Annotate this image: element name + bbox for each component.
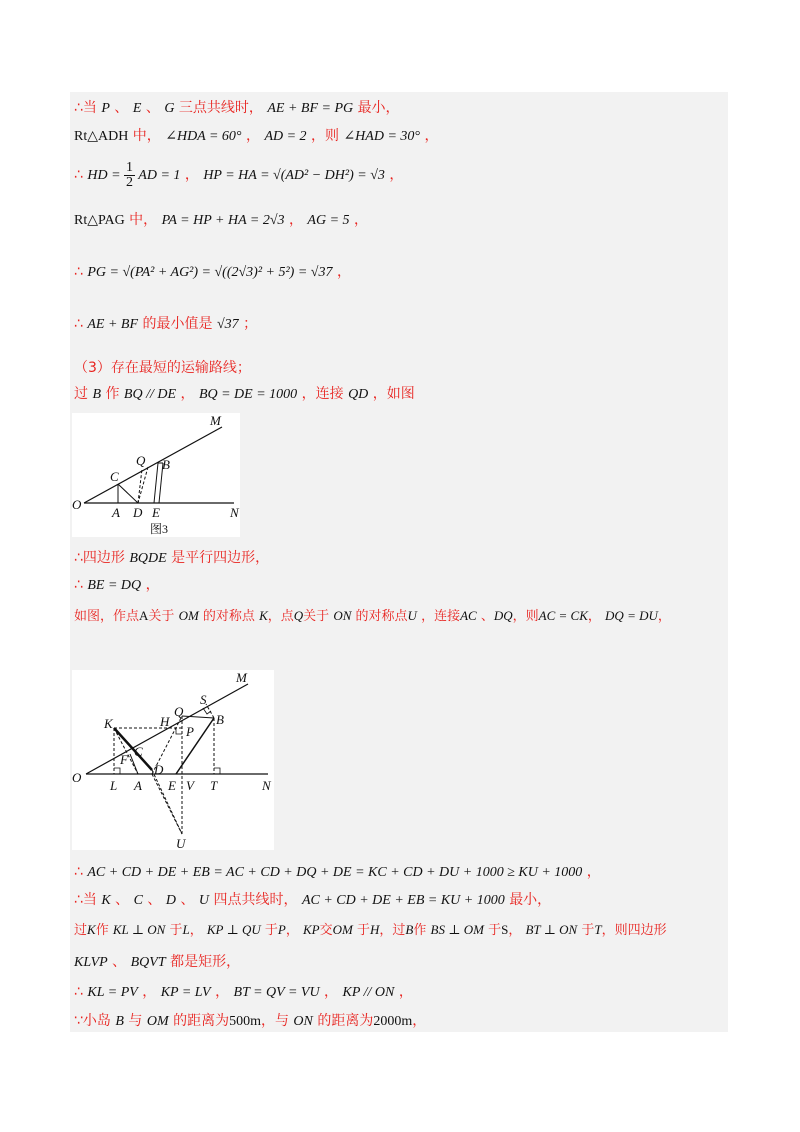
label-E: E (152, 505, 160, 520)
text: 是平行四边形， (171, 550, 270, 566)
line-7 (74, 358, 251, 378)
figure-3-drawing (72, 413, 240, 537)
label-S: S (200, 692, 207, 707)
math: B (405, 922, 414, 937)
math: ON (333, 608, 352, 623)
line-3 (74, 160, 403, 191)
text: 于 (488, 923, 502, 938)
text: 最小， (509, 892, 552, 908)
text: 的距离为 (173, 1013, 230, 1029)
label-C: C (110, 469, 119, 484)
math: PA = HP + HA = 2√3 (161, 213, 285, 228)
math: DQ (493, 608, 513, 623)
label-A: A (112, 505, 120, 520)
line-13 (74, 890, 551, 911)
text: ∴ (74, 864, 83, 880)
text: 关于 (303, 609, 330, 624)
text: ， (587, 609, 601, 624)
math: KP // ON (342, 985, 395, 1000)
text: ， (657, 609, 671, 624)
label-B: B (162, 457, 170, 472)
label-B: B (216, 712, 224, 727)
math: BT = QV = VU (233, 985, 320, 1000)
text: 、 (180, 892, 195, 908)
line-17 (74, 1011, 426, 1032)
text: ，点 (267, 609, 294, 624)
text: ， (336, 264, 351, 280)
math: H (370, 922, 380, 937)
text: 、 (147, 892, 162, 908)
label-M: M (210, 413, 221, 428)
math: KP = LV (160, 985, 211, 1000)
text: 三点共线时， (178, 100, 263, 116)
math: HP = HA = √(AD² − DH²) = √3 (203, 168, 385, 183)
math: ∠HAD = 30° (343, 129, 421, 144)
figure-3 (72, 413, 240, 537)
text: ， (324, 984, 339, 1000)
math: BQ = DE = 1000 (198, 387, 298, 402)
math: K (259, 608, 268, 623)
math: G (164, 101, 175, 116)
math: BS ⊥ OM (430, 922, 484, 937)
line-2 (74, 126, 438, 147)
math: AE + BF = PG (267, 101, 354, 116)
text: ， (245, 128, 260, 144)
label-N: N (230, 505, 239, 520)
math: P (101, 101, 110, 116)
text: ； (243, 316, 258, 332)
math: K (87, 922, 96, 937)
text: ， (424, 128, 439, 144)
math: OM (332, 922, 353, 937)
figure-2 (72, 670, 274, 850)
text: ∴四边形 (74, 550, 125, 566)
line-14 (74, 920, 667, 941)
math: Q (293, 608, 304, 623)
label-D: D (133, 505, 143, 520)
line-9 (74, 548, 269, 569)
label-Q: Q (136, 453, 146, 468)
label-K: K (104, 716, 113, 731)
math: 500m (229, 1014, 261, 1029)
line-8 (74, 384, 415, 405)
text: ∴ (74, 167, 83, 183)
figure-caption: 图3 (150, 522, 169, 536)
text: 的最小值是 (142, 316, 213, 332)
text: ， (508, 923, 522, 938)
label-F: F (120, 752, 128, 767)
text: 如图，作点 (74, 609, 140, 624)
label-V: V (186, 778, 194, 793)
text: ∵小岛 (74, 1013, 111, 1029)
fraction: $\frac{1}{2}$ (126, 159, 134, 190)
text: 于 (357, 923, 371, 938)
text: ， (180, 386, 195, 402)
math: K (101, 893, 111, 908)
math: Rt△PAG (74, 213, 125, 228)
text: ，则 (512, 609, 539, 624)
text: 、 (114, 100, 129, 116)
math: AC = CK (538, 608, 588, 623)
text: 过 (74, 923, 88, 938)
text: ， (353, 212, 368, 228)
label-Q: Q (174, 704, 184, 719)
math: S (501, 922, 509, 937)
text: ， (285, 923, 299, 938)
math: KL = PV (87, 985, 138, 1000)
math: 2000m (373, 1014, 413, 1029)
text: （3）存在最短的运输路线； (74, 360, 251, 376)
text: ， (398, 984, 413, 1000)
text: ，过 (379, 923, 406, 938)
math: PG = √(PA² + AG²) = √((2√3)² + 5²) = √37 (87, 265, 333, 280)
text: ∴ (74, 984, 83, 1000)
text: 于 (264, 923, 278, 938)
label-T: T (210, 778, 218, 793)
math: AD = 1 (135, 168, 181, 183)
math: OM (178, 608, 199, 623)
math: AC (460, 608, 477, 623)
text: 、 (112, 954, 127, 970)
math: DQ = DU (605, 608, 658, 623)
math: KP (303, 922, 320, 937)
label-P: P (186, 724, 194, 739)
label-E: E (168, 778, 176, 793)
text: 都是矩形， (170, 954, 241, 970)
label-O: O (72, 497, 82, 512)
line-1 (74, 98, 400, 119)
label-L: L (110, 778, 118, 793)
text: ，连接 (421, 609, 461, 624)
text: 、 (115, 892, 130, 908)
text: 、 (480, 609, 494, 624)
text: ∴当 (74, 100, 97, 116)
math: HD = (87, 168, 125, 183)
math: U (198, 893, 210, 908)
line-10 (74, 575, 160, 596)
math: ON (293, 1014, 313, 1029)
text: 中， (129, 212, 158, 228)
text: ，如图 (372, 386, 415, 402)
text: ， (145, 577, 160, 593)
math: AC + CD + DE + EB = AC + CD + DQ + DE = KC + CD + DU + 1000 ≥ KU + 1000 (87, 865, 583, 880)
text: 交 (319, 923, 333, 938)
line-6 (74, 314, 257, 335)
math: ∠HDA = 60° (165, 129, 242, 144)
line-12 (74, 862, 601, 883)
label-H: H (160, 714, 170, 729)
text: ， (288, 212, 303, 228)
text: 与 (128, 1013, 143, 1029)
text: 、 (145, 100, 160, 116)
math: B (92, 387, 102, 402)
math: AE + BF (87, 317, 139, 332)
math: QD (348, 387, 369, 402)
math: Rt△ADH (74, 129, 129, 144)
math: T (594, 922, 602, 937)
label-D: D (154, 762, 164, 777)
text: 中， (132, 128, 161, 144)
math: B (115, 1014, 124, 1029)
text: 关于 (148, 609, 175, 624)
math: KLVP (74, 955, 108, 970)
text: ， (184, 167, 199, 183)
label-C: C (134, 744, 143, 759)
text: ，则四边形 (601, 923, 667, 938)
line-15 (74, 952, 240, 973)
label-U: U (176, 836, 186, 850)
text: 作 (105, 386, 120, 402)
math: OM (146, 1014, 169, 1029)
math: BQVT (130, 955, 166, 970)
text: ， (412, 1013, 427, 1029)
text: 最小， (357, 100, 400, 116)
text: 作 (95, 923, 109, 938)
math: BQDE (129, 551, 167, 566)
math: BT ⊥ ON (525, 922, 578, 937)
text: ， (215, 984, 230, 1000)
text: 过 (74, 386, 88, 402)
math: L (182, 922, 190, 937)
math: C (133, 893, 143, 908)
label-N: N (262, 778, 271, 793)
text: 的对称点 (355, 609, 408, 624)
math: U (407, 608, 417, 623)
figure-2-drawing (72, 670, 274, 850)
text: ∴ (74, 577, 83, 593)
text: 四点共线时， (213, 892, 298, 908)
line-11 (74, 606, 671, 627)
math: KL ⊥ ON (112, 922, 166, 937)
label-O: O (72, 770, 82, 785)
text: 于 (581, 923, 595, 938)
text: ，则 (311, 128, 339, 144)
math: P (277, 922, 286, 937)
math: KP ⊥ QU (206, 922, 261, 937)
label-A: A (134, 778, 142, 793)
text: ，连接 (301, 386, 344, 402)
math: D (165, 893, 176, 908)
math: BE = DQ (87, 578, 142, 593)
text: 作 (413, 923, 427, 938)
line-5 (74, 262, 351, 283)
math: E (132, 101, 142, 116)
text: ，与 (260, 1013, 289, 1029)
text: 的距离为 (317, 1013, 374, 1029)
text: ， (586, 864, 601, 880)
line-16 (74, 982, 413, 1003)
text: 的对称点 (202, 609, 255, 624)
math: BQ // DE (123, 387, 177, 402)
text: ， (142, 984, 157, 1000)
math: √37 (216, 317, 239, 332)
label-M: M (236, 670, 247, 685)
text: 于 (169, 923, 183, 938)
text: ∴ (74, 316, 83, 332)
math: AC + CD + DE + EB = KU + 1000 (301, 893, 505, 908)
math: AG = 5 (307, 213, 350, 228)
text: ∴ (74, 264, 83, 280)
math: AD = 2 (264, 129, 307, 144)
text: ∴当 (74, 892, 97, 908)
math: A (139, 608, 149, 623)
text: ， (189, 923, 203, 938)
text: ， (389, 167, 404, 183)
line-4 (74, 210, 368, 231)
